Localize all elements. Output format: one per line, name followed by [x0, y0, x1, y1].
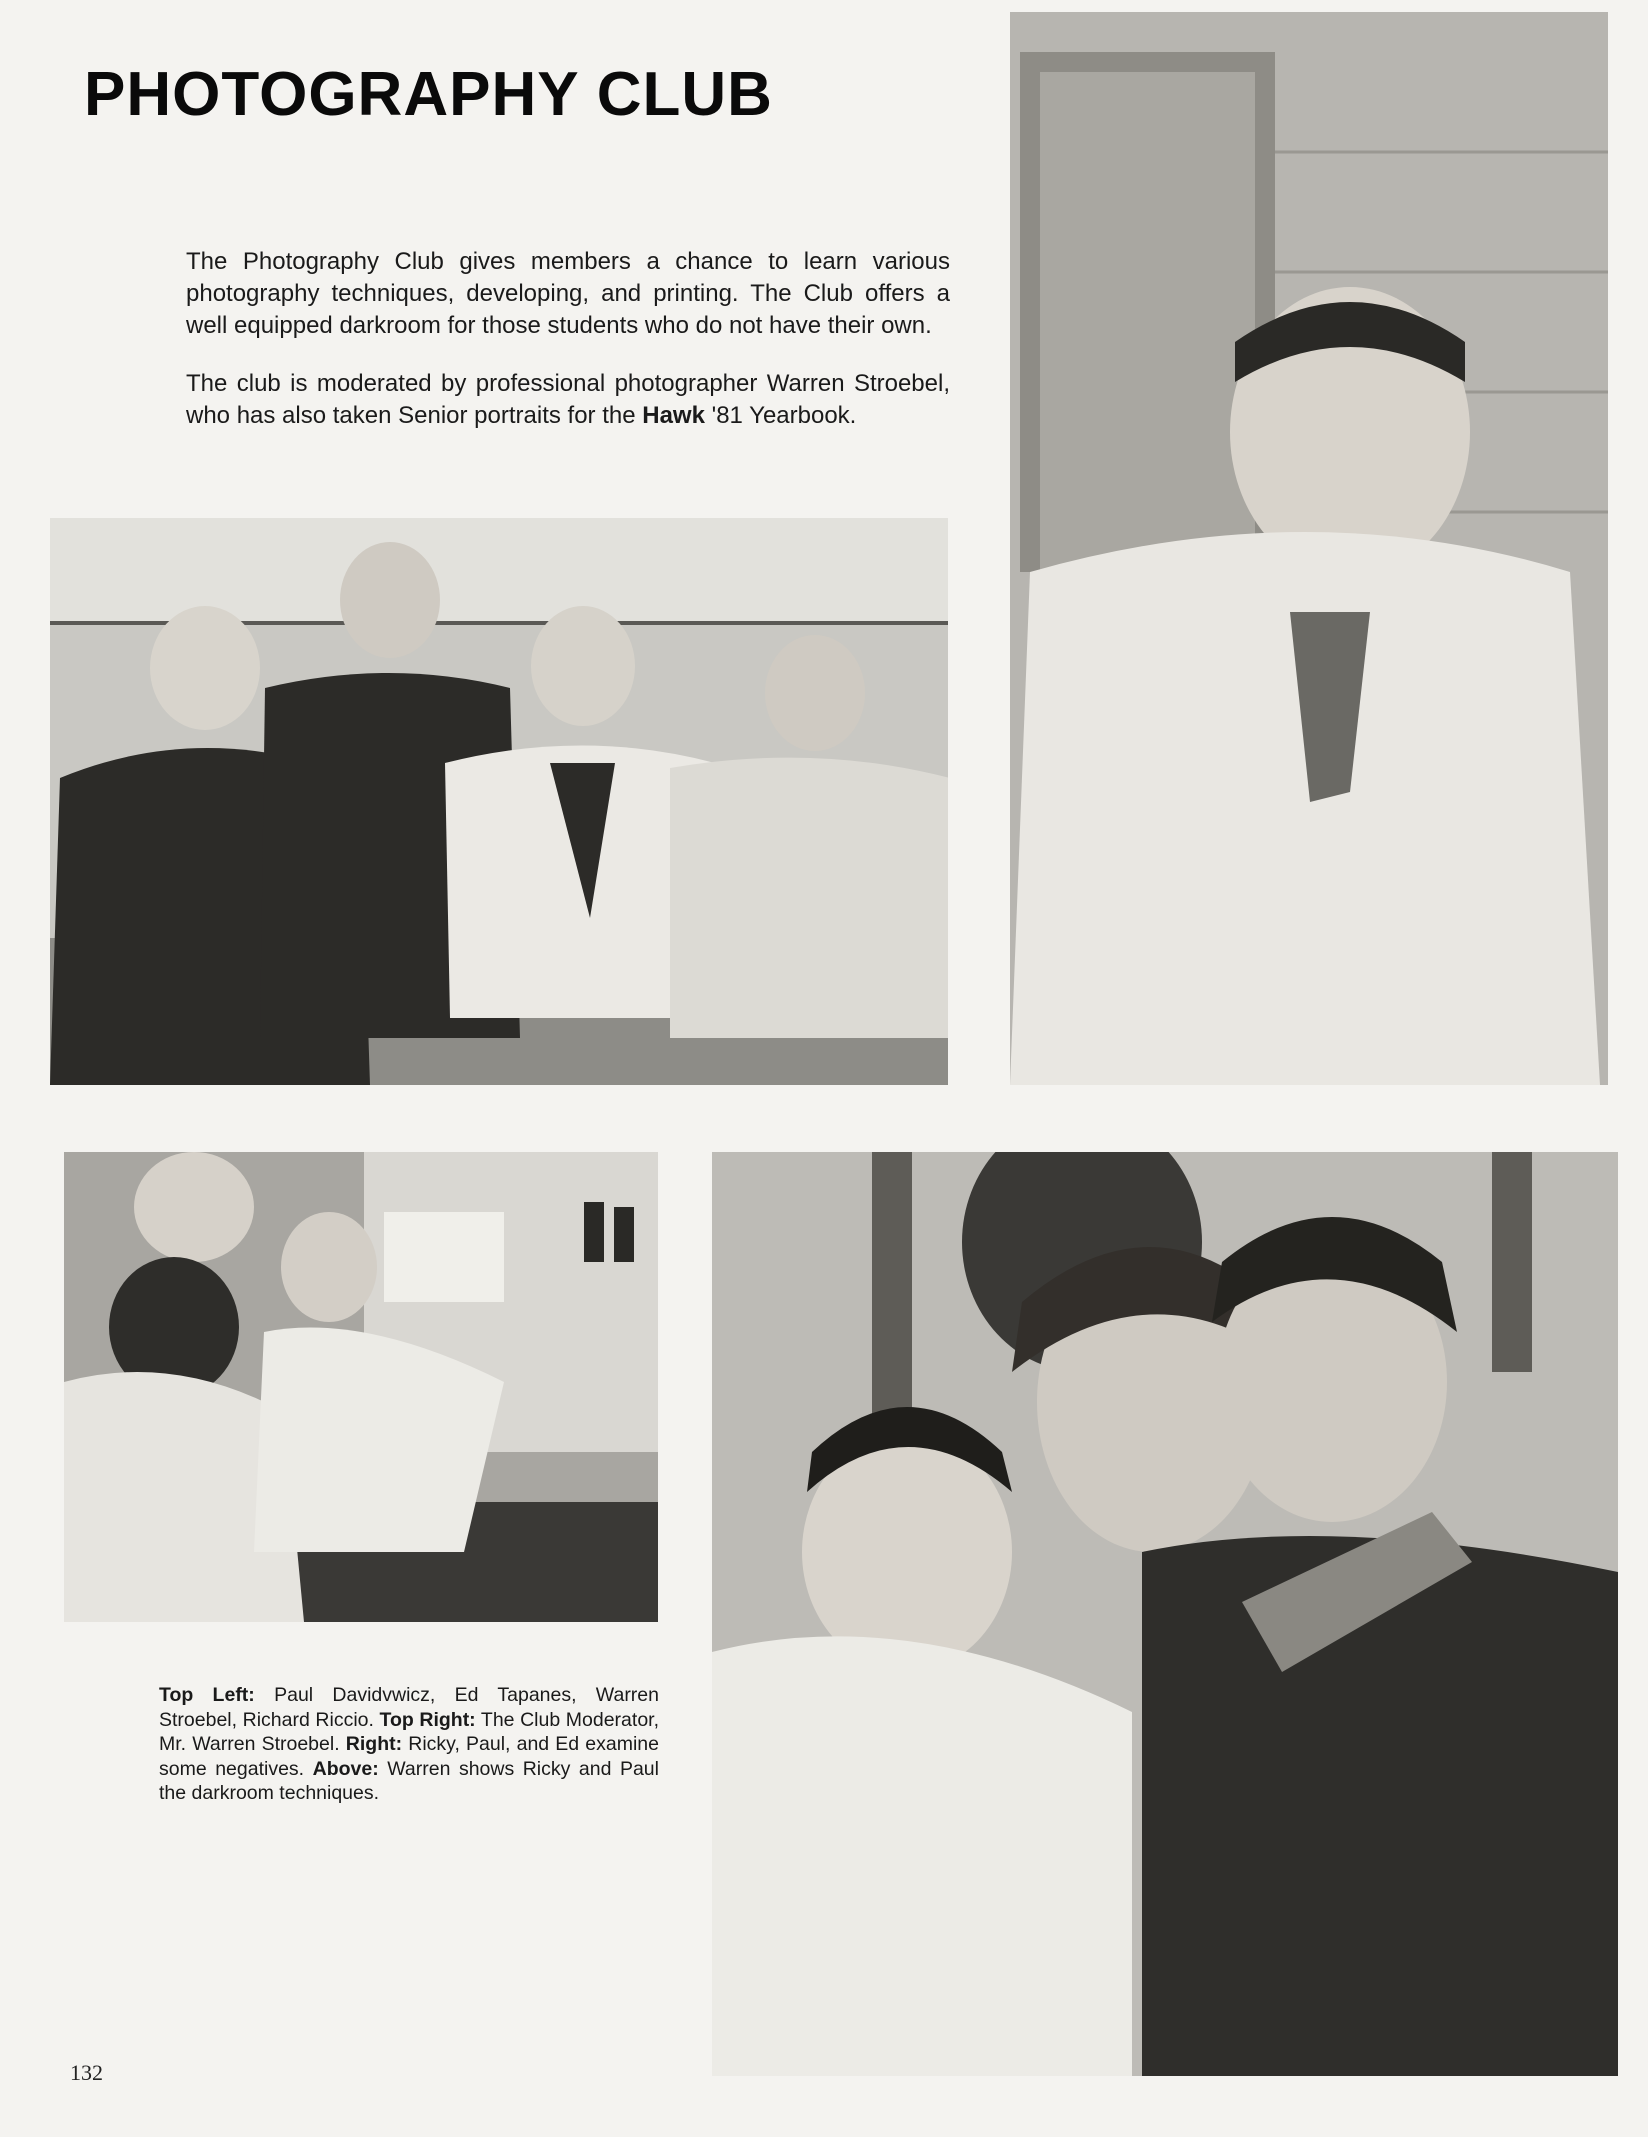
darkroom-photo: [64, 1152, 658, 1622]
photo-caption: [159, 1683, 659, 1806]
intro-paragraph-1: The Photography Club gives members a chance to learn various photography techniques, developing, and printing. The Club offers a well equipped darkroom for those students who do not have their own.: [186, 248, 950, 339]
caption-label-above: Above:: [312, 1757, 379, 1780]
caption-label-right: Right:: [345, 1733, 403, 1755]
page-number: 132: [70, 2060, 103, 2085]
group-photo: [50, 518, 948, 1085]
caption-text-above: Warren shows Ricky and Paul the darkroom techniques.: [159, 1757, 659, 1804]
group-photo-image: [50, 518, 948, 1085]
intro-paragraph-2-end: '81 Yearbook.: [704, 402, 857, 429]
yearbook-name: Hawk: [642, 402, 705, 429]
darkroom-photo-image: [64, 1152, 658, 1622]
caption-label-top-right: Top Right:: [379, 1708, 476, 1731]
caption-text-right: Ricky, Paul, and Ed examine some negatives.: [159, 1733, 659, 1780]
moderator-portrait: [1010, 12, 1608, 1085]
negatives-photo: [712, 1152, 1618, 2076]
caption-text-top-left: Paul Davidvwicz, Ed Tapanes, Warren Stroebel, Richard Riccio.: [159, 1684, 659, 1731]
moderator-portrait-image: [1010, 12, 1608, 1085]
intro-paragraph-2-start: The club is moderated by professional photographer Warren Stroebel, who has also taken Senior portraits for the: [186, 370, 950, 429]
caption-label-top-left: Top Left:: [159, 1684, 255, 1706]
intro-paragraph-2: [186, 368, 950, 432]
negatives-photo-image: [712, 1152, 1618, 2076]
page-title: PHOTOGRAPHY CLUB: [84, 60, 773, 129]
caption-text-top-right: The Club Moderator, Mr. Warren Stroebel.: [159, 1708, 659, 1755]
intro-text: [186, 246, 950, 458]
